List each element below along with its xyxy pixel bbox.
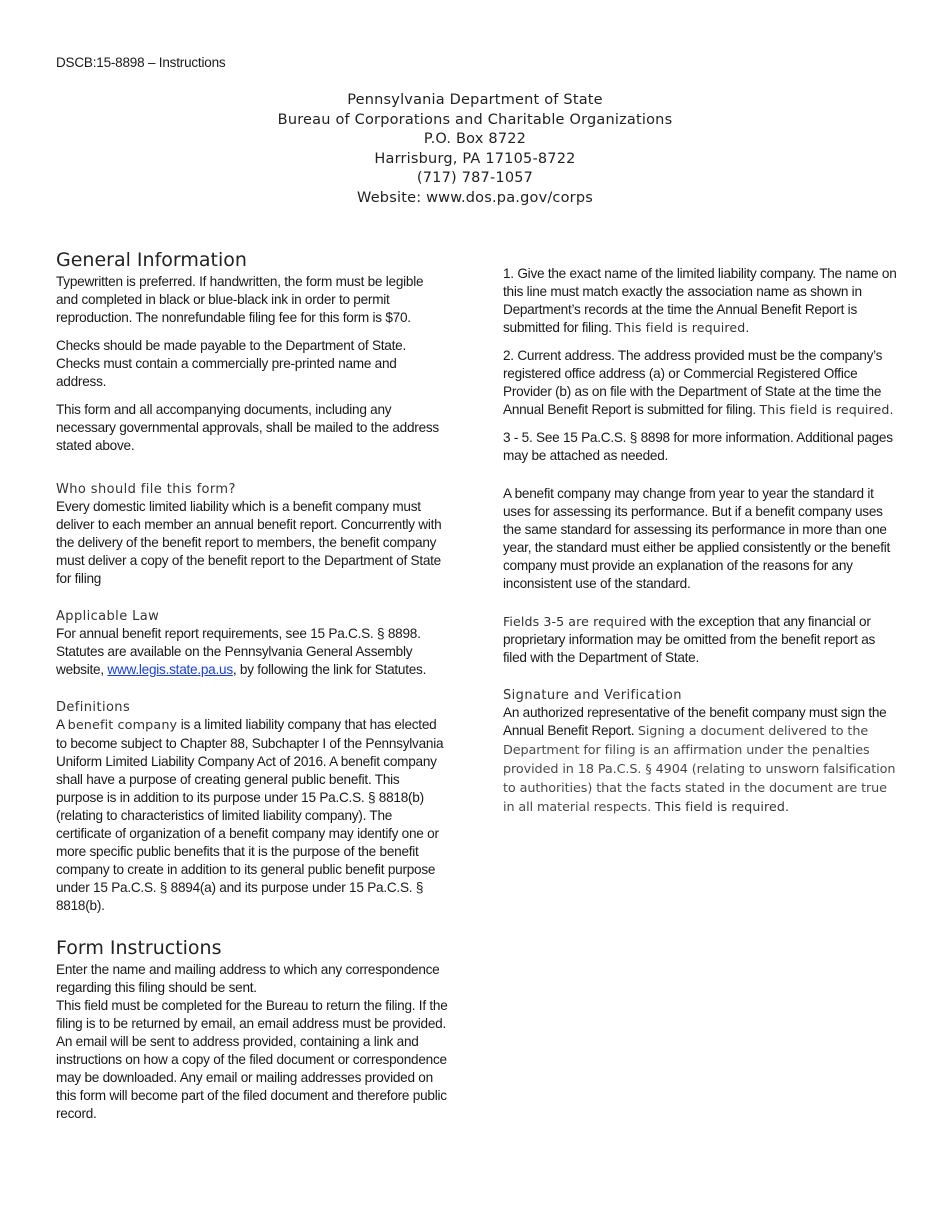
signature-heading: Signature and Verification	[503, 688, 682, 703]
phone: (717) 787-1057	[416, 170, 534, 187]
city-line: Harrisburg, PA 17105-8722	[374, 150, 576, 167]
item-3-5: 3 - 5. See 15 Pa.C.S. § 8898 for more information. Additional pages may be attached as needed.	[503, 430, 893, 463]
general-p3: This form and all accompanying documents, including any necessary governmental approvals, shall be mailed to the address stated above.	[56, 402, 439, 453]
law-text: For annual benefit report requirements, see 15 Pa.C.S. § 8898. Statutes are available on the Pennsylvania General Assembly website, www.legis.state.pa.us, by following the link for Statutes.	[56, 626, 427, 677]
general-p2: Checks should be made payable to the Department of State. Checks must contain a commercially pre-printed name and address.	[56, 338, 406, 389]
standard-text: A benefit company may change from year to year the standard it uses for assessing its performance. But if a benefit company uses the same standard for assessing its performance in more than one year, the standard must either be applied consistently or the benefit company must provide an explanation of the reasons for any inconsistent use of the standard.	[503, 486, 891, 591]
website: Website: www.dos.pa.gov/corps	[357, 189, 593, 206]
po-box: P.O. Box 8722	[423, 131, 527, 148]
agency-header	[0, 91, 950, 209]
item-1: 1. Give the exact name of the limited liability company. The name on this line must match exactly the association name as shown in Department’s records at the time the Annual Benefit Report is submitted for filing. This field is required.	[503, 266, 897, 335]
definitions-text: A benefit company is a limited liability company that has elected to become subject to Chapter 88, Subchapter I of the Pennsylvania Uniform Limited Liability Company Act of 2016. A benefit company shall have a purpose of creating general public benefit. This purpose is in addition to its purpose under 15 Pa.C.S. § 8818(b) (relating to characteristics of limited liability company). The certificate of organization of a benefit company may identify one or more specific public benefits that it is the purpose of the benefit company to create in addition to its general public benefit purpose under 15 Pa.C.S. § 8894(a) and its purpose under 15 Pa.C.S. § 8818(b).	[56, 717, 444, 913]
signature-text: An authorized representative of the benefit company must sign the Annual Benefit Report. Signing a document delivered to the Department for filing is an affirmation under the penalties provided in 18 Pa.C.S. § 4904 (relating to unsworn falsification to authorities) that the facts stated in the document are true in all material respects. This field is required.	[503, 705, 896, 815]
form-id: DSCB:15-8898 – Instructions	[56, 55, 226, 70]
bureau-name: Bureau of Corporations and Charitable Organizations	[277, 111, 673, 128]
benefit-company-term: benefit company	[67, 718, 178, 733]
statutes-link[interactable]: www.legis.state.pa.us	[107, 662, 233, 677]
definitions-heading: Definitions	[56, 700, 131, 715]
form-instructions-p2: This field must be completed for the Bureau to return the filing. If the filing is to be returned by email, an email address must be provided. An email will be sent to address provided, containing a link and instructions on how a copy of the filed document or correspondence may be downloaded. Any email or mailing addresses provided on this form will become part of the filed document and therefore public record.	[56, 998, 448, 1121]
required-note: This field is required.	[759, 402, 894, 417]
required-note: This field is required.	[615, 320, 750, 335]
dept-name: Pennsylvania Department of State	[347, 92, 603, 108]
left-column	[56, 247, 448, 1123]
item-2: 2. Current address. The address provided must be the company’s registered office address (a) or Commercial Registered Office Provider (b) as on file with the Department of State at the time the Annual Benefit Report is submitted for filing. This field is required.	[503, 348, 894, 417]
who-heading: Who should file this form?	[56, 482, 236, 497]
fields-required: Fields 3-5 are required with the exception that any financial or proprietary information may be omitted from the benefit report as filed with the Department of State.	[503, 614, 876, 665]
form-instructions-heading: Form Instructions	[56, 937, 222, 959]
who-text: Every domestic limited liability which is a benefit company must deliver to each member an annual benefit report. Concurrently with the delivery of the benefit report to members, the benefit company must deliver a copy of the benefit report to the Department of State for filing	[56, 499, 442, 586]
general-p1: Typewritten is preferred. If handwritten, the form must be legible and completed in black or blue-black ink in order to permit reproduction. The nonrefundable filing fee for this form is $70.	[56, 274, 424, 325]
law-heading: Applicable Law	[56, 609, 160, 624]
right-column	[503, 265, 898, 827]
general-info-heading: General Information	[56, 249, 247, 271]
form-instructions-p1: Enter the name and mailing address to which any correspondence regarding this filing should be sent.	[56, 962, 440, 995]
